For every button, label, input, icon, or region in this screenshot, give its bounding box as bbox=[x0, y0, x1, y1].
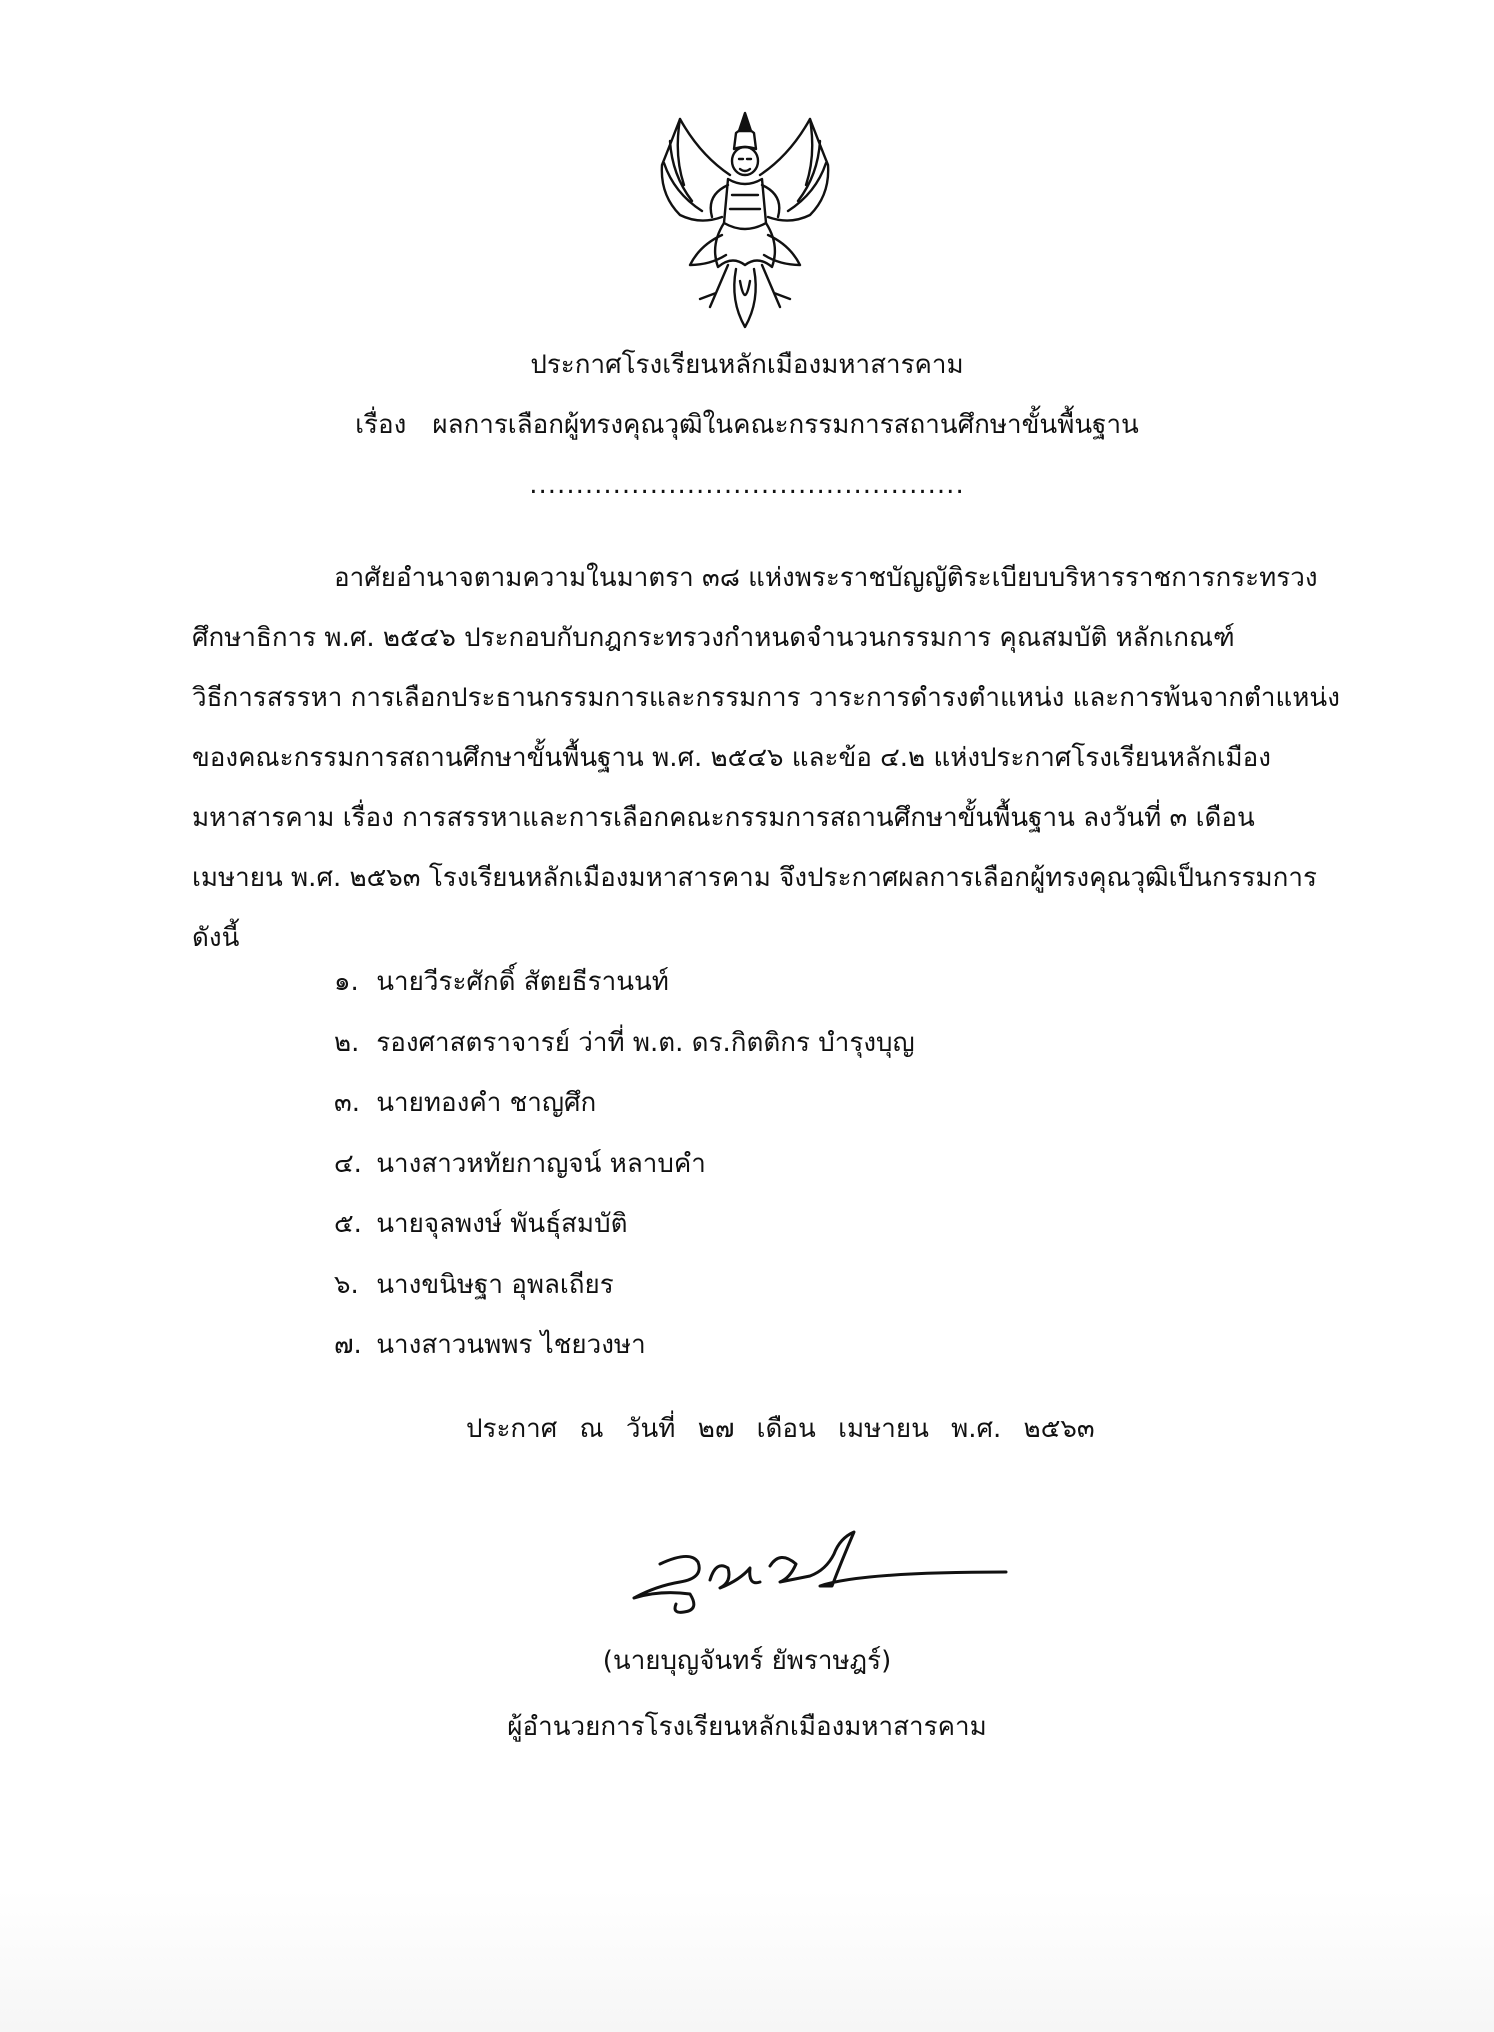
signer-name: (นายบุญจันทร์ ยัพราษฎร์) bbox=[602, 1646, 892, 1676]
signature-icon bbox=[620, 1520, 1020, 1620]
member-name: นายจุลพงษ์ พันธุ์สมบัติ bbox=[376, 1209, 628, 1239]
body-line: ของคณะกรรมการสถานศึกษาขั้นพื้นฐาน พ.ศ. ๒๕๔๖ และข้อ ๔.๒ แห่งประกาศโรงเรียนหลักเมือง bbox=[192, 743, 1271, 773]
member-name: นางสาวนพพร ไชยวงษา bbox=[376, 1330, 646, 1360]
list-item bbox=[334, 1013, 915, 1074]
member-name: รองศาสตราจารย์ ว่าที่ พ.ต. ดร.กิตติกร บำรุงบุญ bbox=[376, 1027, 915, 1058]
subject-text: ผลการเลือกผู้ทรงคุณวุฒิในคณะกรรมการสถานศึกษาขั้นพื้นฐาน bbox=[432, 410, 1139, 440]
list-item bbox=[334, 1134, 915, 1195]
body-line: มหาสารคาม เรื่อง การสรรหาและการเลือกคณะกรรมการสถานศึกษาขั้นพื้นฐาน ลงวันที่ ๓ เดือน bbox=[192, 803, 1255, 833]
list-item bbox=[334, 1194, 915, 1255]
garuda-emblem-icon bbox=[640, 105, 850, 335]
member-name: นายวีระศักดิ์ สัตยธีรานนท์ bbox=[376, 967, 669, 997]
body-line: วิธีการสรรหา การเลือกประธานกรรมการและกรรมการ วาระการดำรงตำแหน่ง และการพ้นจากตำแหน่ง bbox=[192, 683, 1340, 713]
body-line: อาศัยอำนาจตามความในมาตรา ๓๘ แห่งพระราชบัญญัติระเบียบบริหารราชการกระทรวง bbox=[334, 563, 1318, 593]
member-list bbox=[334, 952, 915, 1376]
body-line: ดังนี้ bbox=[192, 923, 240, 953]
member-number: ๖. bbox=[334, 1269, 359, 1300]
document-subject bbox=[0, 408, 1494, 442]
list-item bbox=[334, 1255, 915, 1316]
member-number: ๗. bbox=[334, 1330, 362, 1360]
announcement-date: ประกาศ ณ วันที่ ๒๗ เดือน เมษายน พ.ศ. ๒๕๖๓ bbox=[466, 1414, 1095, 1444]
body-line: เมษายน พ.ศ. ๒๕๖๓ โรงเรียนหลักเมืองมหาสารคาม จึงประกาศผลการเลือกผู้ทรงคุณวุฒิเป็นกรรมการ bbox=[192, 863, 1317, 893]
title-separator: ............................................... bbox=[529, 470, 965, 500]
member-name: นายทองคำ ชาญศึก bbox=[376, 1088, 597, 1118]
member-name: นางขนิษฐา อุพลเถียร bbox=[376, 1269, 614, 1300]
list-item bbox=[334, 1073, 915, 1134]
member-number: ๓. bbox=[334, 1088, 361, 1118]
signer-position: ผู้อำนวยการโรงเรียนหลักเมืองมหาสารคาม bbox=[507, 1712, 987, 1742]
document-title: ประกาศโรงเรียนหลักเมืองมหาสารคาม bbox=[530, 350, 964, 380]
member-number: ๒. bbox=[334, 1027, 360, 1058]
member-number: ๕. bbox=[334, 1209, 362, 1239]
member-number: ๑. bbox=[334, 967, 359, 997]
body-paragraph bbox=[192, 548, 1340, 968]
list-item bbox=[334, 1315, 915, 1376]
member-number: ๔. bbox=[334, 1148, 362, 1179]
list-item bbox=[334, 952, 915, 1013]
body-line: ศึกษาธิการ พ.ศ. ๒๕๔๖ ประกอบกับกฎกระทรวงกำหนดจำนวนกรรมการ คุณสมบัติ หลักเกณฑ์ bbox=[192, 623, 1235, 653]
subject-label: เรื่อง bbox=[355, 410, 407, 440]
member-name: นางสาวหทัยกาญจน์ หลาบคำ bbox=[376, 1148, 706, 1179]
